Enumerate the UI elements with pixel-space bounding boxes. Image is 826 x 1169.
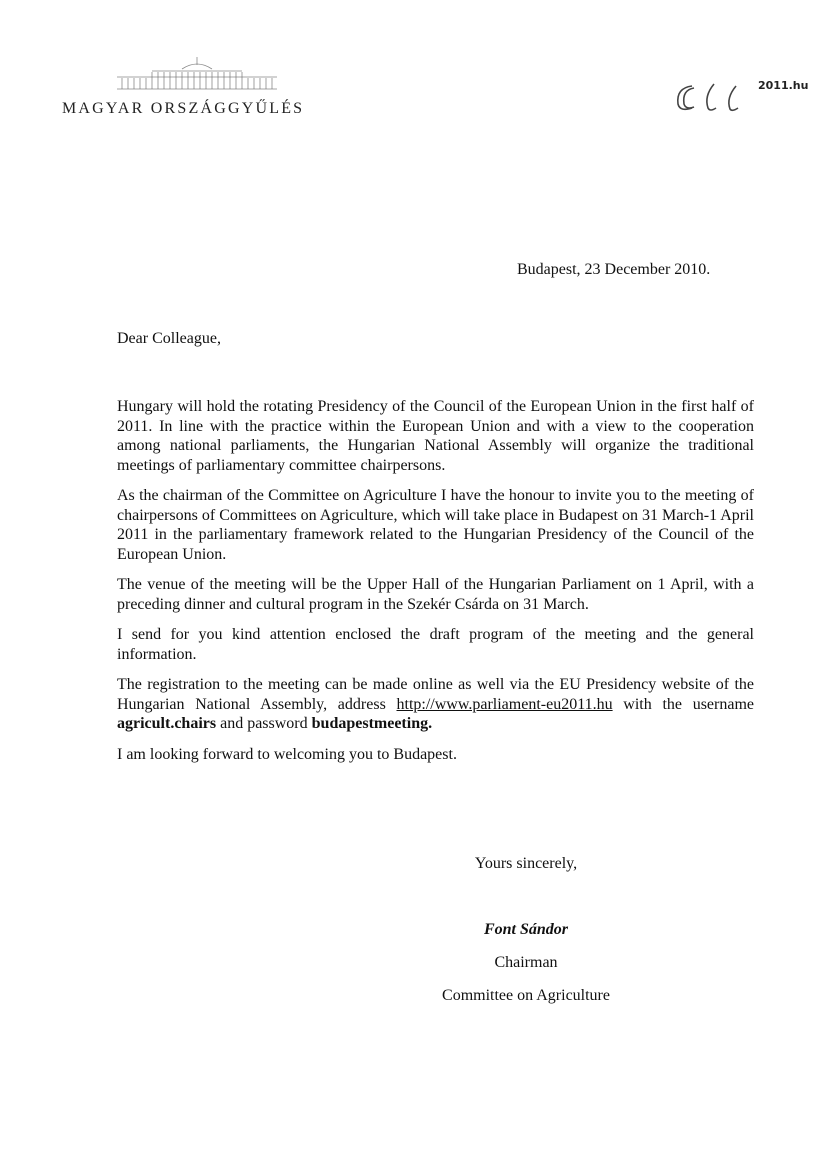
presidency-website-link[interactable]: http://www.parliament-eu2011.hu [396,695,613,713]
parliament-name: MAGYAR ORSZÁGGYŰLÉS [62,100,305,117]
paragraph-closing: I am looking forward to welcoming you to Budapest. [117,745,457,763]
signatory-title: Chairman [494,954,558,971]
password-value: budapestmeeting. [311,715,433,732]
parliament-building-logo [112,55,282,95]
paragraph-enclosure: I send for you kind attention enclosed the draft program of the meeting and the general information. [117,626,754,663]
salutation: Dear Colleague, [117,330,221,347]
registration-text: The registration to the meeting can be made online as well via the EU Presidency website of the Hungarian National Assembly, address [117,676,754,713]
paragraph-venue: The venue of the meeting will be the Upper Hall of the Hungarian Parliament on 1 April, with a preceding dinner and cultural program in the Szekér Csárda on 31 March. [117,576,754,613]
letterhead [62,55,342,125]
registration-text-3: and password [216,715,312,732]
letter-date: Budapest, 23 December 2010. [517,261,711,278]
letter-body [117,397,754,775]
registration-text-2: with the username [612,695,755,713]
eu-presidency-logo [670,78,750,118]
signatory-committee: Committee on Agriculture [442,987,610,1004]
paragraph-registration [117,675,754,734]
signature-closing: Yours sincerely, [474,855,578,872]
username-value: agricult.chairs [117,715,217,732]
paragraph-invitation: As the chairman of the Committee on Agriculture I have the honour to invite you to the meeting of chairpersons of Committees on Agriculture, which will take place in Budapest on 31 March-1 April 2011 in the parliamentary framework related to the Hungarian Presidency of the Council of the European Union. [117,487,754,563]
paragraph-presidency: Hungary will hold the rotating Presidency of the Council of the European Union in the first half of 2011. In line with the practice within the European Union and with a view to the cooperation among national parliaments, the Hungarian National Assembly will organize the traditional meetings of parliamentary committee chairpersons. [117,398,754,474]
signatory-name: Font Sándor [483,921,569,938]
presidency-mark: 2011.hu [758,79,809,92]
